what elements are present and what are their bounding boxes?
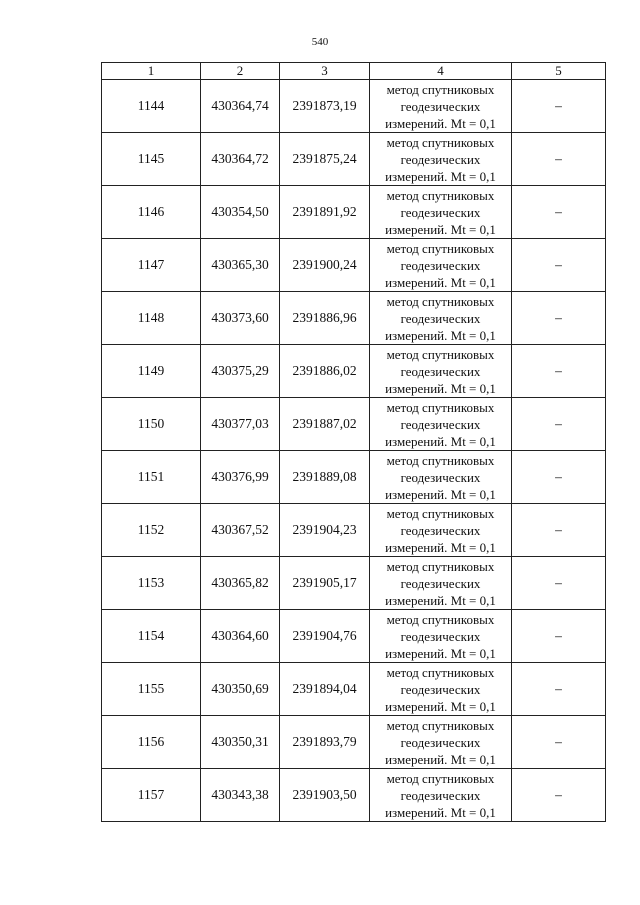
x-coordinate-cell: 430375,29	[201, 345, 280, 398]
method-text-line: геодезических	[400, 469, 481, 485]
method-text-line: измерений. Mt = 0,1	[385, 168, 496, 184]
method-cell	[370, 504, 512, 557]
point-number-cell: 1147	[102, 239, 201, 292]
method-text-line: измерений. Mt = 0,1	[385, 539, 496, 555]
table-row	[102, 716, 606, 769]
method-cell	[370, 345, 512, 398]
column-header-2: 2	[201, 63, 280, 80]
x-coordinate-cell: 430376,99	[201, 451, 280, 504]
method-text-line: метод спутниковых	[386, 399, 495, 415]
method-text-line: геодезических	[400, 257, 481, 273]
table-row	[102, 345, 606, 398]
method-text-line: геодезических	[400, 628, 481, 644]
method-cell	[370, 186, 512, 239]
x-coordinate-cell: 430354,50	[201, 186, 280, 239]
y-coordinate-cell: 2391900,24	[280, 239, 370, 292]
note-cell: –	[512, 504, 606, 557]
point-number-cell: 1151	[102, 451, 201, 504]
x-coordinate-cell: 430343,38	[201, 769, 280, 822]
method-cell	[370, 451, 512, 504]
x-coordinate-cell: 430364,60	[201, 610, 280, 663]
point-number-cell: 1153	[102, 557, 201, 610]
method-cell	[370, 716, 512, 769]
table-row	[102, 504, 606, 557]
table-row	[102, 663, 606, 716]
y-coordinate-cell: 2391905,17	[280, 557, 370, 610]
method-cell	[370, 292, 512, 345]
table-row	[102, 557, 606, 610]
table-body	[102, 80, 606, 822]
y-coordinate-cell: 2391893,79	[280, 716, 370, 769]
method-text-line: измерений. Mt = 0,1	[385, 115, 496, 131]
table-row	[102, 769, 606, 822]
table-row	[102, 451, 606, 504]
note-cell: –	[512, 451, 606, 504]
method-text-line: измерений. Mt = 0,1	[385, 380, 496, 396]
table-row	[102, 186, 606, 239]
method-cell	[370, 133, 512, 186]
note-cell: –	[512, 610, 606, 663]
note-cell: –	[512, 80, 606, 133]
table-row	[102, 133, 606, 186]
y-coordinate-cell: 2391886,96	[280, 292, 370, 345]
column-header-1: 1	[102, 63, 201, 80]
method-cell	[370, 610, 512, 663]
method-text-line: измерений. Mt = 0,1	[385, 221, 496, 237]
method-text-line: измерений. Mt = 0,1	[385, 486, 496, 502]
method-cell	[370, 769, 512, 822]
note-cell: –	[512, 557, 606, 610]
column-header-4: 4	[370, 63, 512, 80]
x-coordinate-cell: 430373,60	[201, 292, 280, 345]
method-cell	[370, 398, 512, 451]
x-coordinate-cell: 430365,30	[201, 239, 280, 292]
point-number-cell: 1149	[102, 345, 201, 398]
method-text-line: метод спутниковых	[386, 505, 495, 521]
note-cell: –	[512, 398, 606, 451]
method-text-line: метод спутниковых	[386, 452, 495, 468]
table-row	[102, 398, 606, 451]
method-text-line: геодезических	[400, 787, 481, 803]
y-coordinate-cell: 2391904,76	[280, 610, 370, 663]
point-number-cell: 1146	[102, 186, 201, 239]
method-text-line: измерений. Mt = 0,1	[385, 645, 496, 661]
point-number-cell: 1144	[102, 80, 201, 133]
method-text-line: геодезических	[400, 575, 481, 591]
table-row	[102, 239, 606, 292]
method-text-line: метод спутниковых	[386, 770, 495, 786]
method-text-line: метод спутниковых	[386, 81, 495, 97]
method-text-line: метод спутниковых	[386, 240, 495, 256]
table-row	[102, 80, 606, 133]
method-text-line: геодезических	[400, 310, 481, 326]
method-text-line: метод спутниковых	[386, 187, 495, 203]
method-text-line: измерений. Mt = 0,1	[385, 804, 496, 820]
note-cell: –	[512, 345, 606, 398]
method-text-line: измерений. Mt = 0,1	[385, 698, 496, 714]
method-text-line: метод спутниковых	[386, 293, 495, 309]
y-coordinate-cell: 2391904,23	[280, 504, 370, 557]
y-coordinate-cell: 2391891,92	[280, 186, 370, 239]
table-row	[102, 610, 606, 663]
method-cell	[370, 239, 512, 292]
table-row	[102, 292, 606, 345]
note-cell: –	[512, 133, 606, 186]
method-text-line: геодезических	[400, 363, 481, 379]
point-number-cell: 1145	[102, 133, 201, 186]
method-text-line: измерений. Mt = 0,1	[385, 433, 496, 449]
point-number-cell: 1150	[102, 398, 201, 451]
method-text-line: геодезических	[400, 522, 481, 538]
note-cell: –	[512, 769, 606, 822]
method-text-line: измерений. Mt = 0,1	[385, 751, 496, 767]
y-coordinate-cell: 2391887,02	[280, 398, 370, 451]
y-coordinate-cell: 2391889,08	[280, 451, 370, 504]
y-coordinate-cell: 2391886,02	[280, 345, 370, 398]
method-cell	[370, 557, 512, 610]
point-number-cell: 1156	[102, 716, 201, 769]
method-text-line: геодезических	[400, 204, 481, 220]
method-text-line: измерений. Mt = 0,1	[385, 274, 496, 290]
x-coordinate-cell: 430365,82	[201, 557, 280, 610]
method-text-line: метод спутниковых	[386, 611, 495, 627]
page-number: 540	[311, 36, 329, 48]
x-coordinate-cell: 430364,72	[201, 133, 280, 186]
y-coordinate-cell: 2391894,04	[280, 663, 370, 716]
column-header-5: 5	[512, 63, 606, 80]
method-text-line: метод спутниковых	[386, 134, 495, 150]
x-coordinate-cell: 430350,69	[201, 663, 280, 716]
x-coordinate-cell: 430350,31	[201, 716, 280, 769]
point-number-cell: 1154	[102, 610, 201, 663]
table-header-row	[102, 63, 606, 80]
point-number-cell: 1148	[102, 292, 201, 345]
x-coordinate-cell: 430377,03	[201, 398, 280, 451]
method-text-line: геодезических	[400, 681, 481, 697]
note-cell: –	[512, 716, 606, 769]
x-coordinate-cell: 430364,74	[201, 80, 280, 133]
method-text-line: метод спутниковых	[386, 717, 495, 733]
y-coordinate-cell: 2391903,50	[280, 769, 370, 822]
method-text-line: геодезических	[400, 416, 481, 432]
y-coordinate-cell: 2391873,19	[280, 80, 370, 133]
method-cell	[370, 80, 512, 133]
method-text-line: геодезических	[400, 151, 481, 167]
point-number-cell: 1152	[102, 504, 201, 557]
method-text-line: геодезических	[400, 734, 481, 750]
point-number-cell: 1157	[102, 769, 201, 822]
note-cell: –	[512, 292, 606, 345]
method-text-line: измерений. Mt = 0,1	[385, 592, 496, 608]
note-cell: –	[512, 663, 606, 716]
method-text-line: метод спутниковых	[386, 346, 495, 362]
method-text-line: метод спутниковых	[386, 558, 495, 574]
x-coordinate-cell: 430367,52	[201, 504, 280, 557]
coordinates-table	[101, 62, 606, 822]
method-text-line: измерений. Mt = 0,1	[385, 327, 496, 343]
method-cell	[370, 663, 512, 716]
note-cell: –	[512, 186, 606, 239]
method-text-line: метод спутниковых	[386, 664, 495, 680]
column-header-3: 3	[280, 63, 370, 80]
method-text-line: геодезических	[400, 98, 481, 114]
y-coordinate-cell: 2391875,24	[280, 133, 370, 186]
point-number-cell: 1155	[102, 663, 201, 716]
note-cell: –	[512, 239, 606, 292]
